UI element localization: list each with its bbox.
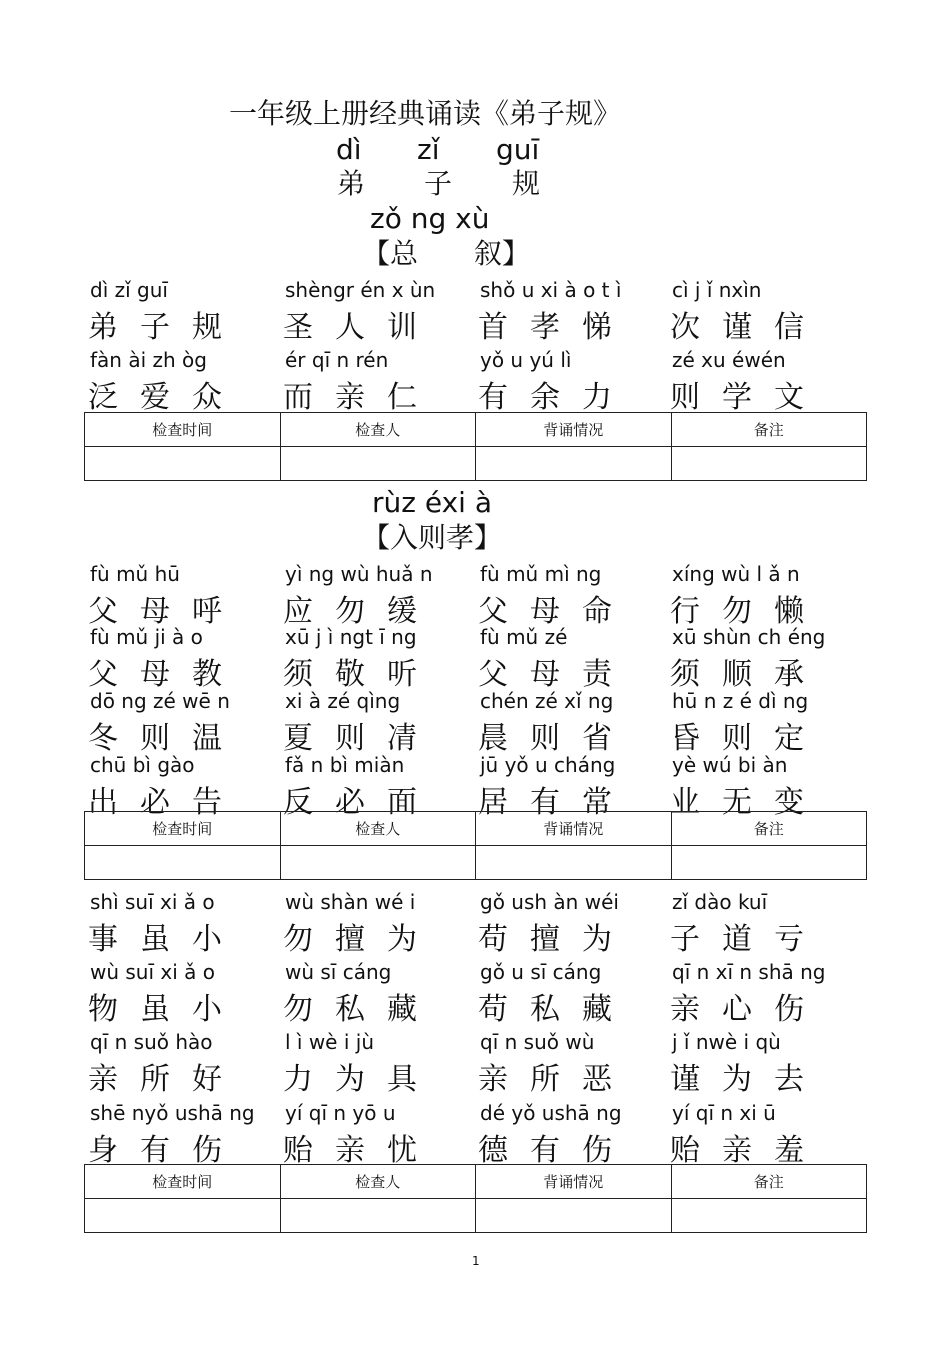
verse-pinyin: qī n suǒ hào (90, 1030, 213, 1054)
verse-pinyin: fù mǔ hū (90, 562, 180, 586)
verse-pinyin: dé yǒ ushā ng (480, 1101, 622, 1125)
cell-recite-status[interactable] (476, 846, 672, 880)
verse-pinyin: qī n xī n shā ng (672, 960, 826, 984)
section-heading: 【入则孝】 (362, 521, 503, 554)
verse-hanzi: 则学文 (670, 380, 826, 415)
verse-pinyin: ér qī n rén (285, 348, 389, 372)
page-number: 1 (472, 1254, 480, 1268)
verse-pinyin: chén zé xǐ ng (480, 689, 614, 713)
header-recite-status: 背诵情况 (476, 1165, 672, 1199)
verse-pinyin: yǒ u yú lì (480, 348, 572, 372)
verse-hanzi: 父母命 (478, 594, 634, 629)
verse-pinyin: chū bì gào (90, 753, 195, 777)
header-checker: 检查人 (280, 413, 476, 447)
verse-hanzi: 须顺承 (670, 657, 826, 692)
verse-hanzi: 弟子规 (88, 310, 244, 345)
check-table (84, 1164, 867, 1233)
verse-hanzi: 反必面 (283, 785, 439, 820)
verse-hanzi: 子道亏 (670, 922, 826, 957)
verse-hanzi: 昏则定 (670, 721, 826, 756)
verse-pinyin: wù suī xi ǎ o (90, 960, 215, 984)
verse-hanzi: 有余力 (478, 380, 634, 415)
book-hanzi-1: 弟 (337, 167, 366, 200)
verse-hanzi: 父母教 (88, 657, 244, 692)
section-heading: 【总 叙】 (362, 237, 531, 270)
verse-pinyin: yí qī n xi ū (672, 1101, 776, 1125)
header-remarks: 备注 (671, 812, 867, 846)
verse-hanzi: 德有伤 (478, 1133, 634, 1168)
verse-pinyin: xū j ì ngt ī ng (285, 625, 417, 649)
verse-hanzi: 勿私藏 (283, 992, 439, 1027)
check-table (84, 811, 867, 880)
verse-pinyin: wù sī cáng (285, 960, 392, 984)
verse-pinyin: shì suī xi ǎ o (90, 890, 215, 914)
verse-hanzi: 须敬听 (283, 657, 439, 692)
verse-hanzi: 亲所好 (88, 1062, 244, 1097)
header-remarks: 备注 (671, 1165, 867, 1199)
verse-hanzi: 亲所恶 (478, 1062, 634, 1097)
verse-hanzi: 冬则温 (88, 721, 244, 756)
verse-hanzi: 首孝悌 (478, 310, 634, 345)
verse-pinyin: qī n suǒ wù (480, 1030, 595, 1054)
verse-hanzi: 身有伤 (88, 1133, 244, 1168)
cell-check-time[interactable] (85, 846, 281, 880)
book-hanzi-2: 子 (424, 167, 453, 200)
header-checker: 检查人 (280, 812, 476, 846)
verse-pinyin: shèngr én x ùn (285, 278, 436, 302)
book-pinyin-3: guī (496, 133, 540, 166)
verse-hanzi: 出必告 (88, 785, 244, 820)
page-title: 一年级上册经典诵读《弟子规》 (229, 97, 622, 130)
verse-pinyin: yè wú bi àn (672, 753, 788, 777)
cell-recite-status[interactable] (476, 1199, 672, 1233)
verse-hanzi: 贻亲忧 (283, 1133, 439, 1168)
verse-pinyin: dō ng zé wē n (90, 689, 230, 713)
verse-hanzi: 亲心伤 (670, 992, 826, 1027)
verse-hanzi: 父母呼 (88, 594, 244, 629)
book-pinyin-1: dì (336, 133, 362, 166)
header-check-time: 检查时间 (85, 1165, 281, 1199)
verse-pinyin: hū n z é dì ng (672, 689, 809, 713)
verse-hanzi: 行勿懒 (670, 594, 826, 629)
verse-pinyin: fù mǔ ji à o (90, 625, 203, 649)
verse-hanzi: 物虽小 (88, 992, 244, 1027)
verse-hanzi: 夏则凊 (283, 721, 439, 756)
cell-check-time[interactable] (85, 1199, 281, 1233)
verse-hanzi: 而亲仁 (283, 380, 439, 415)
verse-hanzi: 贻亲羞 (670, 1133, 826, 1168)
verse-hanzi: 次谨信 (670, 310, 826, 345)
verse-hanzi: 力为具 (283, 1062, 439, 1097)
verse-hanzi: 勿擅为 (283, 922, 439, 957)
verse-pinyin: shē nyǒ ushā ng (90, 1101, 255, 1125)
header-recite-status: 背诵情况 (476, 413, 672, 447)
verse-pinyin: jū yǒ u cháng (480, 753, 616, 777)
cell-remarks[interactable] (671, 447, 867, 481)
verse-pinyin: xū shùn ch éng (672, 625, 826, 649)
verse-hanzi: 苟私藏 (478, 992, 634, 1027)
verse-hanzi: 苟擅为 (478, 922, 634, 957)
cell-remarks[interactable] (671, 846, 867, 880)
verse-pinyin: fù mǔ zé (480, 625, 568, 649)
cell-checker[interactable] (280, 447, 476, 481)
cell-recite-status[interactable] (476, 447, 672, 481)
verse-pinyin: j ǐ nwè i qù (672, 1030, 781, 1054)
verse-pinyin: l ì wè i jù (285, 1030, 374, 1054)
verse-hanzi: 晨则省 (478, 721, 634, 756)
book-pinyin-2: zǐ (417, 133, 440, 166)
verse-pinyin: cì j ǐ nxìn (672, 278, 762, 302)
verse-pinyin: zé xu éwén (672, 348, 786, 372)
verse-hanzi: 泛爱众 (88, 380, 244, 415)
verse-pinyin: yì ng wù huǎ n (285, 562, 433, 586)
section-heading-pinyin: zǒ ng xù (370, 202, 490, 235)
verse-pinyin: shǒ u xi à o t ì (480, 278, 622, 302)
section-heading-pinyin: rùz éxi à (372, 486, 492, 519)
verse-hanzi: 谨为去 (670, 1062, 826, 1097)
verse-pinyin: fǎ n bì miàn (285, 753, 405, 777)
verse-pinyin: dì zǐ guī (90, 278, 168, 302)
verse-hanzi: 业无变 (670, 785, 826, 820)
verse-hanzi: 应勿缓 (283, 594, 439, 629)
verse-pinyin: zǐ dào kuī (672, 890, 768, 914)
verse-pinyin: yí qī n yō u (285, 1101, 396, 1125)
header-checker: 检查人 (280, 1165, 476, 1199)
book-hanzi-3: 规 (512, 167, 541, 200)
verse-pinyin: xi à zé qìng (285, 689, 401, 713)
header-check-time: 检查时间 (85, 413, 281, 447)
verse-pinyin: fù mǔ mì ng (480, 562, 602, 586)
verse-pinyin: gǒ ush àn wéi (480, 890, 619, 914)
verse-pinyin: gǒ u sī cáng (480, 960, 602, 984)
check-table (84, 412, 867, 481)
header-check-time: 检查时间 (85, 812, 281, 846)
verse-hanzi: 居有常 (478, 785, 634, 820)
verse-hanzi: 事虽小 (88, 922, 244, 957)
cell-checker[interactable] (280, 846, 476, 880)
cell-checker[interactable] (280, 1199, 476, 1233)
verse-pinyin: wù shàn wé i (285, 890, 416, 914)
cell-remarks[interactable] (671, 1199, 867, 1233)
verse-hanzi: 父母责 (478, 657, 634, 692)
verse-pinyin: fàn ài zh òg (90, 348, 207, 372)
header-remarks: 备注 (671, 413, 867, 447)
cell-check-time[interactable] (85, 447, 281, 481)
verse-hanzi: 圣人训 (283, 310, 439, 345)
verse-pinyin: xíng wù l ǎ n (672, 562, 800, 586)
header-recite-status: 背诵情况 (476, 812, 672, 846)
